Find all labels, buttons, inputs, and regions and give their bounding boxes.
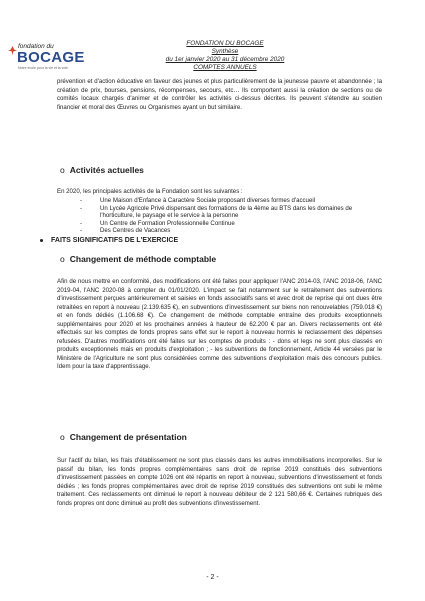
- methode-title: Changement de méthode comptable: [69, 254, 217, 264]
- header-line-2: Synthèse: [211, 48, 239, 55]
- faits-title: FAITS SIGNIFICATIFS DE L'EXERCICE: [51, 237, 179, 244]
- header-line-4: COMPTES ANNUELS: [193, 64, 257, 71]
- page-number: - 2 -: [206, 574, 219, 581]
- presentation-heading: [60, 432, 187, 442]
- activities-title: Activités actuelles: [69, 165, 144, 175]
- presentation-paragraph: Sur l'actif du bilan, les frais d'établissement ne sont plus classés dans les autres immobilisations incorporelles. Sur le passif du bilan, les fonds propres complémentaires sans droit de reprise 2019 constitués des subventions d'investissement passées en compte 1026 ont été répartis en report à nouveau, subventions d'investissement et fonds dédiés ; les fonds propres complémentaires avec droit de reprise 2019 constitués des subventions ont subi le même traitement. Ces reclassements ont diminué le report à nouveau débiteur de 2 121 580,66 €. Certaines rubriques des fonds propres ont donc diminué au profit des subventions d'investissement.: [57, 457, 382, 507]
- heading-bullet: o: [60, 165, 65, 175]
- bullet-dot: [40, 239, 43, 242]
- list-item: - Des Centres de Vacances: [80, 227, 171, 235]
- foundation-logo: [6, 40, 126, 74]
- document-header: [140, 40, 310, 72]
- heading-bullet: o: [60, 254, 65, 264]
- activities-list: [80, 197, 380, 235]
- logo-brand-large: BOCAGE: [17, 49, 85, 66]
- intro-paragraph: prévention et d'action éducative en faveur des jeunes et plus particulièrement de la jeunesse pauvre et abandonnée ; la création de prix, bourses, pensions, récompenses, secours, etc… Ils comportent aussi la création de sections ou de comités locaux chargés d'animer et de contrôler les activités ci-dessus décrites. Ils peuvent s'étendre au soutien financier et moral des Œuvres ou Organismes ayant un but similaire.: [57, 78, 382, 111]
- list-item: - Un Centre de Formation Professionnelle Continue: [80, 219, 235, 227]
- methode-heading: [60, 254, 216, 264]
- logo-tagline: Notre école pour la vie et la voie: [18, 66, 68, 70]
- list-item: - Un Lycée Agricole Privé dispensant des formations de la 4ème au BTS dans les domaines de l'horticulture, le paysage et le service à la personne: [80, 204, 353, 220]
- header-line-1: FONDATION DU BOCAGE: [186, 40, 264, 47]
- activities-intro: En 2020, les principales activités de la Fondation sont les suivantes :: [57, 188, 243, 195]
- faits-heading: [40, 237, 178, 244]
- header-line-3: du 1er janvier 2020 au 31 décembre 2020: [165, 56, 285, 63]
- heading-bullet: o: [60, 432, 65, 442]
- methode-paragraph: Afin de nous mettre en conformité, des modifications ont été faites pour appliquer l'ANC 2014-03, l'ANC 2018-06, l'ANC 2019-04, l'ANC 2020-08 à compter du 01/01/2020. L'impact se fait notamment sur le retraitement des subventions d'investissement perçues antérieurement et saisies en fonds associatifs sans et avec droit de reprise qui ont dues être retraitées en report à nouveau (2.139.635 €), en subventions d'investissement sur biens non renouvelables (759.018 €) et en fonds dédiés (1.106.68 €). Ce changement de méthode comptable entraîne des produits exceptionnels supplémentaires pour 2020 et les prochaines années à hauteur de 62.200 € par an. Divers reclassements ont été effectués sur les comptes de fonds propres sans effet sur le report à nouveau hormis le reclassement des dépenses refusées. D'autres modifications ont été faites sur les comptes de produits : - dons et legs ne sont plus classés en produits exceptionnels mais en produits d'exploitation ; - les subventions de fonctionnement, Article 44 versées par le Ministère de l'Agriculture ne sont plus considérées comme des subventions d'exploitation mais des concours publics. Idem pour la taxe d'apprentissage.: [57, 278, 382, 370]
- list-item: - Une Maison d'Enfance à Caractère Sociale proposant diverses formes d'accueil: [80, 197, 316, 204]
- logo-flower-icon: [8, 46, 17, 55]
- activities-heading: [60, 165, 144, 175]
- logo-brand-small: fondation du: [18, 43, 54, 50]
- presentation-title: Changement de présentation: [69, 432, 187, 442]
